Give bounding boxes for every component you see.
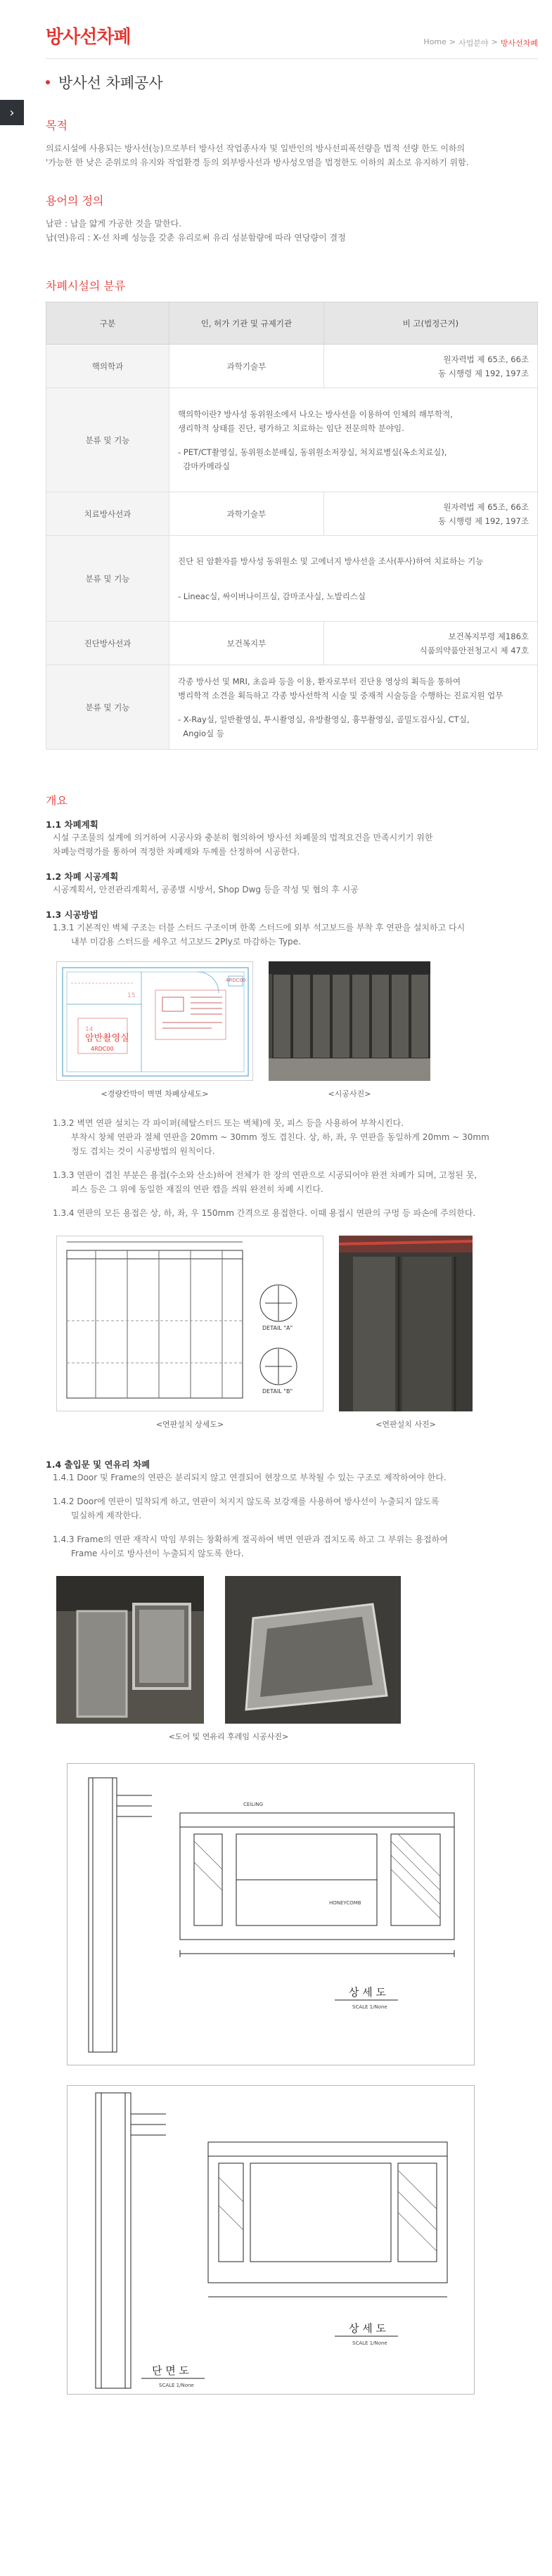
- table-row: [46, 665, 538, 750]
- terms-text: [46, 217, 538, 245]
- overview-heading: 개요: [46, 794, 68, 807]
- description-line: 핵의학이란? 방사성 동위원소에서 나오는 방사선을 이용하여 인체의 해부학적,: [178, 409, 453, 419]
- text-line: 1.3.1 기본적인 벽체 구조는 더블 스터드 구조이며 한쪽 스터드에 외부 석고보드를 부착 후 연판을 설치하고 다시: [53, 923, 466, 933]
- door-photo-1: [56, 1576, 204, 1724]
- figure-door-frame: [56, 1576, 538, 1724]
- text-line: 부착시 창체 연판과 절체 연판을 20mm ~ 30mm 정도 겹친다. 상, 하, 좌, 우 연판을 동일하게 20mm ~ 30mm: [71, 1132, 489, 1142]
- breadcrumb-home[interactable]: Home: [423, 37, 447, 46]
- construction-photo-1: [269, 961, 430, 1081]
- section-1-2-text: [46, 883, 538, 897]
- item-1-4-3: [46, 1532, 538, 1561]
- column-header: 비 고(법정근거): [323, 302, 537, 345]
- classification-heading: 차폐시설의 분류: [46, 279, 126, 293]
- text-line: Frame 사이로 방사선이 누출되지 않도록 한다.: [71, 1549, 244, 1558]
- column-header: 구분: [46, 302, 169, 345]
- lead-detail-drawing: [57, 1236, 323, 1411]
- text-line: 피스 등은 그 위에 동일한 재질의 연판 캡을 씌워 완전히 차폐 시킨다.: [71, 1184, 323, 1194]
- description-line: 병리학적 소견을 획득하고 각종 방사선학적 시술 및 중재적 시술등을 수행하는 진료지원 업무: [178, 690, 503, 700]
- text-line: 1.3.4 연판의 모든 용접은 상, 하, 좌, 우 150mm 간격으로 용접한다. 이때 용접시 연판의 구멍 등 파손에 주의한다.: [53, 1208, 476, 1218]
- breadcrumb-current: 방사선차폐: [500, 39, 538, 48]
- door-section-drawing: [67, 2085, 475, 2395]
- description-line: - PET/CT촬영실, 동위원소분배실, 동위원소저장실, 처치료병실(옥소치료실),: [178, 447, 447, 457]
- table-row: [46, 622, 538, 665]
- section-1-4-title: 1.4 출입문 및 연유리 차폐: [46, 1459, 150, 1470]
- text-line: 1.3.3 연판이 겹친 부분은 용접(수소와 산소)하여 전체가 한 장의 연판으로 시공되어야 완전 차폐가 되며, 고정된 못,: [53, 1170, 477, 1180]
- terms-line: 납판 : 납을 얇게 가공한 것을 말한다.: [46, 219, 182, 229]
- subtitle-text: 방사선 차폐공사: [58, 75, 163, 91]
- figure-caption: <시공사진>: [328, 1089, 371, 1098]
- table-row: [46, 492, 538, 536]
- section-drawing: [68, 2086, 475, 2395]
- figure-wall-shielding: [56, 961, 538, 1081]
- door-photo-2: [225, 1576, 401, 1724]
- purpose-line: '가능한 한 낮은 준위로의 유지와 작업환경 등의 외부방사선과 방사성오염을 법정한도 이하의 최소로 유지하기 위함.: [46, 158, 469, 167]
- detail-a-label: DETAIL "A": [262, 1325, 293, 1331]
- column-header: 인, 허가 기관 및 규제기관: [169, 302, 324, 345]
- plan-title: 상 세 도: [349, 1986, 387, 1999]
- agency-cell: 보건복지부: [169, 622, 324, 665]
- svg-text:14: 14: [85, 1026, 94, 1033]
- item-1-4-2: [46, 1494, 538, 1523]
- law-line: 보건복지부령 제186호: [448, 631, 529, 641]
- bullet-dot-icon: [46, 80, 50, 84]
- description-line: 진단 된 암환자를 방사성 동위원소 및 고에너지 방사선을 조사(투사)하여 치료하는 기능: [178, 556, 484, 566]
- item-1-3-2: [46, 1116, 538, 1158]
- text-line: 차폐능력평가를 통하여 적정한 차폐재와 두께를 산정하여 시공한다.: [53, 847, 300, 857]
- section-1-1-text: [46, 831, 538, 859]
- text-line: 시공계획서, 안전관리계획서, 공종별 시방서, Shop Dwg 등을 작성 및 협의 후 시공: [53, 885, 359, 895]
- item-1-3-4: [46, 1206, 538, 1220]
- side-menu-toggle[interactable]: [0, 100, 24, 125]
- description-line: 각종 방사선 및 MRI, 초음파 등을 이용, 환자로부터 진단용 영상의 획득을 통하여: [178, 676, 461, 686]
- page-title: 방사선차폐: [46, 27, 131, 48]
- description-cell: [169, 388, 538, 492]
- svg-text:15: 15: [127, 992, 136, 999]
- ceiling-label: CEILING: [243, 1802, 263, 1807]
- description-line: 감마카메라실: [178, 461, 230, 471]
- photo-window-frame: [225, 1576, 401, 1724]
- agency-cell: 과학기술부: [169, 345, 324, 388]
- section-title: 단 면 도: [152, 2364, 190, 2377]
- plan-title: 상 세 도: [349, 2322, 387, 2335]
- law-cell: [323, 345, 537, 388]
- section-scale: SCALE 1/None: [159, 2383, 194, 2388]
- row-label: 치료방사선과: [46, 492, 169, 536]
- text-line: 시설 구조물의 설계에 의거하여 시공사와 충분히 협의하여 방사선 차폐물의 법적요건을 만족시키기 위한: [53, 833, 433, 842]
- table-header-row: [46, 302, 538, 345]
- figure-1-captions: [56, 1081, 538, 1099]
- law-line: 동 시행령 제 192, 197조: [438, 368, 529, 378]
- table-row: [46, 345, 538, 388]
- text-line: 내부 미감용 스터드를 세우고 석고보드 2Ply로 마감하는 Type.: [71, 937, 301, 947]
- breadcrumb: [423, 37, 538, 49]
- law-line: 원자력법 제 65조, 66조: [443, 354, 529, 364]
- breadcrumb-separator: >: [491, 37, 498, 46]
- plan-drawing: [68, 1764, 475, 2065]
- room-code-top: 4RDC00: [226, 978, 246, 983]
- text-line: 1.4.1 Door 및 Frame의 연판은 분리되지 않고 연결되어 현장으로 부착될 수 있는 구조로 제작하여야 한다.: [53, 1473, 447, 1482]
- law-cell: [323, 622, 537, 665]
- table-row: [46, 536, 538, 622]
- description-cell: [169, 536, 538, 622]
- section-1-2-title: 1.2 차폐 시공계획: [46, 871, 119, 882]
- description-line: - X-Ray실, 일반촬영실, 투시촬영실, 유방촬영실, 흉부촬영실, 골밀도검사실, CT실,: [178, 714, 470, 724]
- content-wrapper: [46, 0, 538, 2395]
- purpose-line: 의료시설에 사용되는 방사선(능)으로부터 방사선 작업종사자 및 일반인의 방사선피폭선량을 법적 선량 한도 이하의: [46, 143, 466, 153]
- breadcrumb-separator: >: [449, 37, 456, 46]
- item-1-4-1: [46, 1470, 538, 1485]
- text-line: 1.4.3 Frame의 연판 재작시 막임 부위는 창확하게 절곡하여 벽면 연판과 겹치도록 하고 그 부위는 용접하여: [53, 1534, 448, 1544]
- page-header: [46, 0, 538, 59]
- construction-photo-2: [339, 1236, 473, 1411]
- figure-caption: <경량칸막이 벽면 차폐상세도>: [101, 1089, 209, 1098]
- section-subtitle: [46, 72, 538, 93]
- text-line: 밀실하게 제작한다.: [71, 1511, 142, 1520]
- figure-caption: <도어 및 연유리 후레임 시공사진>: [168, 1732, 289, 1741]
- row-label: 분류 및 기능: [46, 665, 169, 750]
- purpose-heading: 목적: [46, 119, 68, 132]
- breadcrumb-business[interactable]: 사업분야: [458, 39, 489, 48]
- law-line: 원자력법 제 65조, 66조: [443, 501, 529, 512]
- door-plan-drawing: [67, 1763, 475, 2065]
- row-label: 진단방사선과: [46, 622, 169, 665]
- description-line: - Lineac실, 싸이버나이프실, 감마조사실, 노발리스실: [178, 591, 366, 601]
- room-code: 4RDC00: [91, 1046, 114, 1052]
- item-1-3-3: [46, 1168, 538, 1196]
- photo-lead-installed: [339, 1236, 473, 1411]
- row-label: 핵의학과: [46, 345, 169, 388]
- floor-plan-drawing: [57, 962, 253, 1081]
- figure-2-captions: [56, 1411, 538, 1430]
- honeycomb-label: HONEYCOMB: [329, 1900, 361, 1906]
- agency-cell: 과학기술부: [169, 492, 324, 536]
- description-line: 생리학적 상태를 진단, 평가하고 치료하는 임단 전문의학 분야임.: [178, 423, 404, 433]
- law-line: 식품의약품안전청고시 제 47호: [419, 645, 529, 655]
- photo-lead-wall: [269, 961, 430, 1081]
- terms-line: 납(연)유리 : X-선 차폐 성능을 갖춘 유리로써 유리 성분함량에 따라 연당량이 결정: [46, 233, 346, 243]
- row-label: 분류 및 기능: [46, 388, 169, 492]
- lead-install-drawing: [56, 1236, 323, 1411]
- description-line: Angio실 등: [178, 728, 224, 738]
- figure-lead-install: [56, 1236, 538, 1411]
- classification-table: [46, 302, 538, 750]
- figure-caption: <연판설치 상세도>: [155, 1420, 224, 1429]
- law-cell: [323, 492, 537, 536]
- photo-door-frame: [56, 1576, 204, 1724]
- detail-b-label: DETAIL "B": [262, 1388, 293, 1395]
- purpose-text: [46, 141, 538, 169]
- terms-heading: 용어의 정의: [46, 194, 104, 207]
- text-line: 1.4.2 Door에 연판이 밀착되게 하고, 연판이 처지지 않도록 보강재를 사용하여 방사선이 누출되지 않도록: [53, 1497, 439, 1506]
- room-name: 암반촬영실: [85, 1033, 129, 1044]
- table-row: [46, 388, 538, 492]
- chevron-right-icon: ›: [9, 105, 15, 120]
- text-line: 1.3.2 벽면 연판 설치는 각 파이퍼(헤탈스터드 또는 벽체)에 못, 피스 등을 사용하여 부착시킨다.: [53, 1118, 404, 1128]
- section-1-3-title: 1.3 시공방법: [46, 909, 98, 920]
- figure-caption: <연판설치 사진>: [376, 1420, 436, 1429]
- text-line: 정도 겹치는 것이 시공방법의 원칙이다.: [71, 1146, 215, 1156]
- law-line: 동 시행령 제 192, 197조: [438, 515, 529, 526]
- plan-scale: SCALE 1/None: [352, 2340, 387, 2346]
- row-label: 분류 및 기능: [46, 536, 169, 622]
- item-1-3-1: [46, 921, 538, 949]
- wall-shielding-drawing: [56, 961, 253, 1081]
- description-cell: [169, 665, 538, 750]
- section-1-1-title: 1.1 차폐계획: [46, 819, 98, 830]
- plan-scale: SCALE 1/None: [352, 2004, 387, 2010]
